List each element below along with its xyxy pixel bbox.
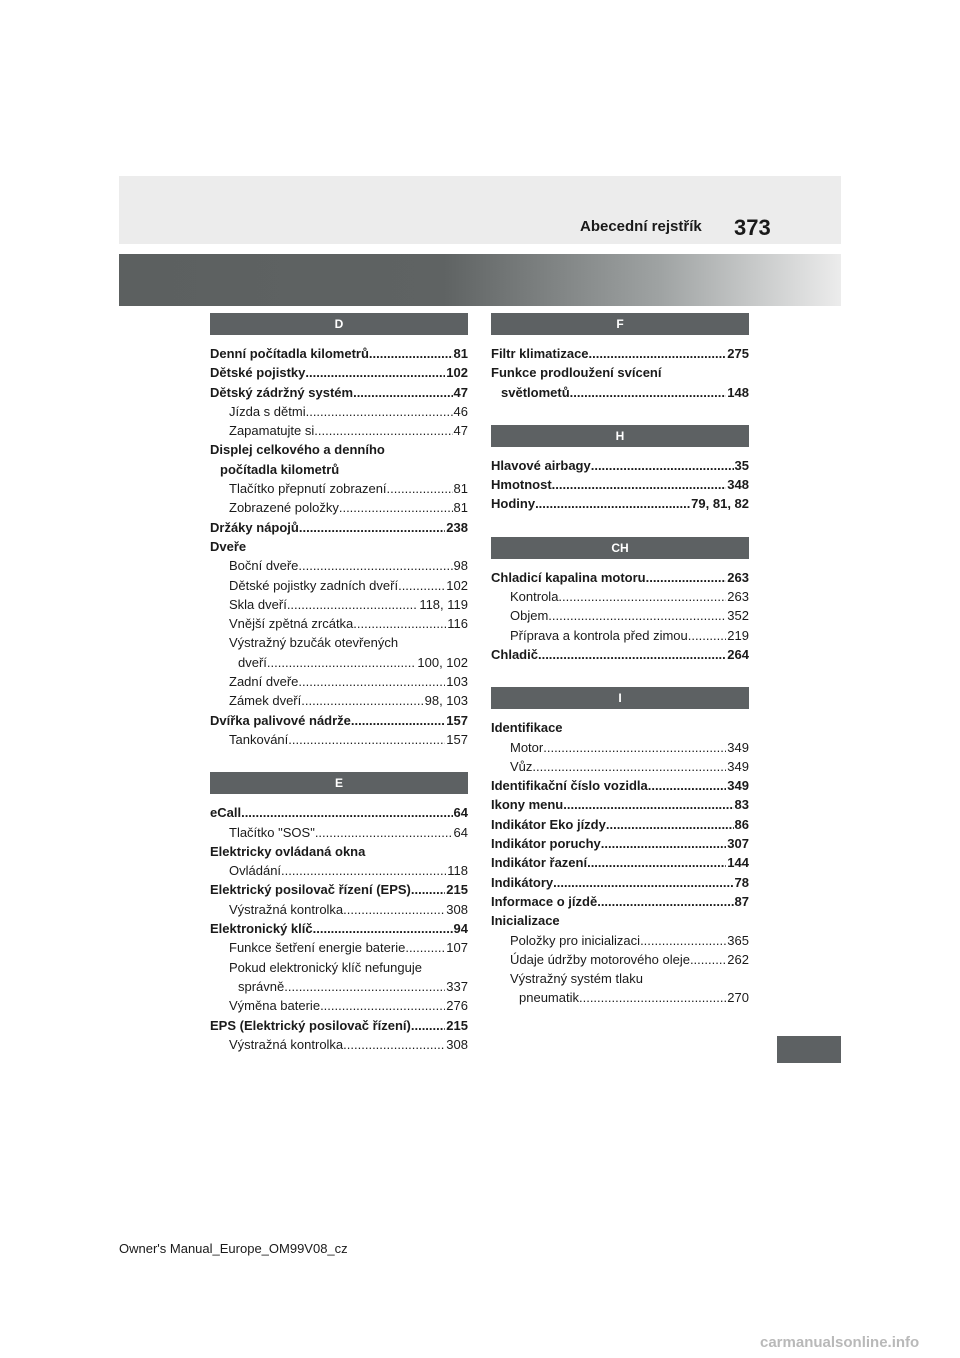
entry-page-ref: 35: [734, 457, 749, 473]
index-entry: [491, 834, 749, 853]
entry-page-ref: 81: [453, 500, 468, 516]
index-section: [491, 313, 749, 402]
index-entry: [210, 730, 468, 749]
entry-page-ref: 270: [727, 990, 749, 1006]
entry-page-ref: 78: [734, 874, 749, 890]
index-entry: [491, 606, 749, 625]
index-entry: [491, 626, 749, 645]
index-entry: [210, 402, 468, 421]
leader-dots: [288, 730, 445, 749]
entry-page-ref: 64: [453, 805, 468, 821]
entry-label: Dětský zádržný systém: [210, 384, 354, 400]
entry-label: Pokud elektronický klíč nefunguje: [229, 959, 422, 975]
entry-label: Hodiny: [491, 496, 536, 512]
leader-dots: [369, 344, 453, 363]
letter-header: F: [491, 313, 749, 335]
leader-dots: [298, 672, 445, 691]
leader-dots: [343, 1035, 445, 1054]
index-entry: [491, 950, 749, 969]
index-column-left: [210, 313, 468, 1077]
entry-label: Objem: [510, 608, 549, 624]
entry-label: Chladič: [491, 646, 538, 662]
index-section: [210, 313, 468, 749]
leader-dots: [411, 880, 445, 899]
entry-page-ref: 307: [727, 836, 749, 852]
index-entry: [491, 587, 749, 606]
leader-dots: [315, 823, 453, 842]
entry-label: Dveře: [210, 538, 247, 554]
index-entry: [210, 518, 468, 537]
index-entry: [210, 556, 468, 575]
page-number: 373: [734, 215, 771, 240]
leader-dots: [597, 892, 733, 911]
index-entry: [210, 919, 468, 938]
entry-label: Inicializace: [491, 913, 560, 929]
entry-label: Informace o jízdě: [491, 893, 598, 909]
entry-label: Indikátor řazení: [491, 855, 588, 871]
entry-page-ref: 103: [446, 674, 468, 690]
index-entry: [210, 653, 468, 672]
entry-label: Identifikační číslo vozidla: [491, 778, 648, 794]
entry-page-ref: 87: [734, 893, 749, 909]
entry-label: Položky pro inicializaci: [510, 932, 641, 948]
leader-dots: [313, 919, 453, 938]
index-entry: [210, 498, 468, 517]
index-entry: [491, 931, 749, 950]
chapter-tab: [777, 1036, 841, 1063]
entry-label: Skla dveří: [229, 596, 287, 612]
index-entry: [491, 383, 749, 402]
letter-header: D: [210, 313, 468, 335]
index-entry: [210, 421, 468, 440]
entry-page-ref: 98: [453, 558, 468, 574]
leader-dots: [281, 861, 446, 880]
index-section: [210, 772, 468, 1054]
index-entry: [210, 938, 468, 957]
entry-page-ref: 81: [453, 481, 468, 497]
entry-page-ref: 83: [734, 797, 749, 813]
index-entry: [210, 633, 468, 652]
entry-page-ref: 276: [446, 998, 468, 1014]
index-entry: [491, 363, 749, 382]
entry-label: Dětské pojistky zadních dveří: [229, 577, 399, 593]
letter-header: I: [491, 687, 749, 709]
leader-dots: [267, 653, 416, 672]
entry-page-ref: 219: [727, 627, 749, 643]
entry-page-ref: 157: [446, 731, 468, 747]
leader-dots: [601, 834, 727, 853]
leader-dots: [298, 556, 452, 575]
leader-dots: [648, 776, 727, 795]
entry-label: Údaje údržby motorového oleje: [510, 951, 690, 967]
index-entry: [491, 757, 749, 776]
entry-page-ref: 157: [446, 712, 468, 728]
entry-page-ref: 118, 119: [419, 596, 468, 612]
entry-page-ref: 64: [453, 824, 468, 840]
decorative-gradient-bar: [119, 254, 841, 306]
entry-label: Displej celkového a denního: [210, 442, 385, 458]
leader-dots: [589, 344, 727, 363]
entry-label: Elektronický klíč: [210, 921, 313, 937]
entry-page-ref: 215: [446, 1017, 468, 1033]
entry-label: Indikátor poruchy: [491, 836, 601, 852]
entry-page-ref: 275: [727, 346, 749, 361]
entry-page-ref: 79, 81, 82: [691, 496, 749, 512]
entry-label: Dětské pojistky: [210, 365, 306, 381]
entry-page-ref: 262: [727, 951, 749, 967]
letter-header: CH: [491, 537, 749, 559]
entry-page-ref: 365: [727, 932, 749, 948]
leader-dots: [606, 815, 734, 834]
entry-page-ref: 94: [453, 921, 468, 937]
leader-dots: [320, 996, 445, 1015]
leader-dots: [640, 931, 726, 950]
letter-header: H: [491, 425, 749, 447]
leader-dots: [688, 626, 727, 645]
entry-label: Držáky nápojů: [210, 519, 299, 535]
entry-page-ref: 118: [447, 863, 468, 879]
entry-label: počítadla kilometrů: [220, 461, 340, 477]
index-entry: [491, 456, 749, 475]
entry-label: Hlavové airbagy: [491, 457, 591, 473]
leader-dots: [538, 645, 726, 664]
index-entry: [210, 537, 468, 556]
entry-page-ref: 337: [446, 978, 468, 994]
entry-label: Výstražná kontrolka: [229, 901, 344, 917]
entry-label: Elektricky ovládaná okna: [210, 843, 366, 859]
index-entry: [210, 842, 468, 861]
index-entry: [210, 823, 468, 842]
index-entry: [210, 595, 468, 614]
entry-label: Zadní dveře: [229, 674, 299, 690]
leader-dots: [241, 803, 452, 822]
entry-label: Funkce prodloužení svícení: [491, 365, 662, 381]
index-entry: [210, 460, 468, 479]
index-entry: [210, 614, 468, 633]
leader-dots: [405, 938, 445, 957]
index-entry: [491, 738, 749, 757]
entry-page-ref: 308: [446, 1036, 468, 1052]
index-entry: [491, 892, 749, 911]
index-entry: [491, 718, 749, 737]
entry-label: Filtr klimatizace: [491, 346, 589, 361]
entry-label: Vnější zpětná zrcátka: [229, 616, 354, 632]
entry-label: Kontrola: [510, 589, 559, 605]
index-entry: [210, 880, 468, 899]
index-entry: [210, 479, 468, 498]
entry-page-ref: 46: [453, 403, 468, 419]
leader-dots: [411, 1016, 445, 1035]
index-entry: [491, 988, 749, 1007]
index-entry: [491, 853, 749, 872]
entry-page-ref: 352: [727, 608, 749, 624]
index-section: [491, 537, 749, 664]
entry-label: Hmotnost: [491, 477, 552, 493]
footer-manual-id: Owner's Manual_Europe_OM99V08_cz: [119, 1241, 348, 1256]
entry-page-ref: 81: [453, 346, 468, 361]
leader-dots: [646, 568, 727, 587]
entry-page-ref: 144: [727, 855, 749, 871]
header-band: [119, 176, 841, 244]
entry-label: správně: [238, 978, 285, 994]
entry-label: Identifikace: [491, 720, 563, 736]
leader-dots: [306, 402, 453, 421]
index-entry: [210, 977, 468, 996]
leader-dots: [591, 456, 734, 475]
entry-label: Tankování: [229, 731, 289, 747]
leader-dots: [563, 795, 733, 814]
entry-label: Motor: [510, 739, 544, 755]
index-entry: [210, 861, 468, 880]
entry-label: Ovládání: [229, 863, 282, 879]
leader-dots: [299, 518, 445, 537]
leader-dots: [690, 950, 726, 969]
entry-label: Příprava a kontrola před zimou: [510, 627, 688, 643]
index-entry: [491, 568, 749, 587]
leader-dots: [558, 587, 726, 606]
entry-label: dveří: [238, 654, 267, 670]
index-entry: [210, 672, 468, 691]
entry-label: Tlačítko "SOS": [229, 824, 315, 840]
index-entry: [491, 645, 749, 664]
index-entry: [210, 363, 468, 382]
entry-label: Boční dveře: [229, 558, 299, 574]
index-entry: [210, 900, 468, 919]
entry-label: Denní počítadla kilometrů: [210, 346, 369, 361]
watermark: carmanualsonline.info: [760, 1334, 920, 1351]
entry-page-ref: 308: [446, 901, 468, 917]
section-title: Abecední rejstřík: [580, 218, 702, 235]
index-entry: [210, 996, 468, 1015]
entry-page-ref: 148: [727, 384, 749, 400]
entry-label: Indikátor Eko jízdy: [491, 816, 606, 832]
index-entry: [210, 383, 468, 402]
index-entry: [491, 969, 749, 988]
entry-page-ref: 215: [446, 882, 468, 898]
index-entry: [491, 795, 749, 814]
entry-label: Jízda s dětmi: [229, 403, 306, 419]
entry-label: Tlačítko přepnutí zobrazení: [229, 481, 387, 497]
leader-dots: [552, 475, 727, 494]
index-entry: [210, 440, 468, 459]
index-entry: [210, 576, 468, 595]
leader-dots: [284, 977, 445, 996]
index-entry: [210, 803, 468, 822]
entry-page-ref: 116: [447, 616, 468, 632]
entry-label: Výměna baterie: [229, 998, 321, 1014]
index-entry: [210, 344, 468, 363]
index-entry: [491, 344, 749, 363]
index-entry: [491, 815, 749, 834]
index-entry: [210, 1016, 468, 1035]
leader-dots: [532, 757, 726, 776]
entry-label: světlometů: [501, 384, 570, 400]
entry-label: Indikátory: [491, 874, 554, 890]
entry-page-ref: 263: [727, 569, 749, 585]
entry-page-ref: 107: [446, 940, 468, 956]
entry-label: Výstražný bzučák otevřených: [229, 635, 399, 651]
entry-page-ref: 98, 103: [424, 693, 468, 709]
leader-dots: [353, 383, 452, 402]
entry-label: Zobrazené položky: [229, 500, 339, 516]
index-column-right: [491, 313, 749, 1031]
letter-header: E: [210, 772, 468, 794]
leader-dots: [579, 988, 726, 1007]
leader-dots: [548, 606, 726, 625]
entry-page-ref: 102: [446, 365, 468, 381]
index-entry: [210, 691, 468, 710]
index-entry: [491, 494, 749, 513]
entry-page-ref: 349: [727, 778, 749, 794]
index-entry: [491, 873, 749, 892]
leader-dots: [287, 595, 419, 614]
entry-label: pneumatik: [519, 990, 579, 1006]
entry-label: Chladicí kapalina motoru: [491, 569, 646, 585]
entry-page-ref: 86: [734, 816, 749, 832]
index-section: [491, 687, 749, 1007]
leader-dots: [301, 691, 423, 710]
entry-page-ref: 349: [727, 739, 749, 755]
entry-label: Ikony menu: [491, 797, 564, 813]
index-entry: [210, 711, 468, 730]
leader-dots: [543, 738, 726, 757]
entry-label: Výstražná kontrolka: [229, 1036, 344, 1052]
entry-label: Zapamatujte si: [229, 423, 315, 439]
entry-page-ref: 100, 102: [417, 654, 468, 670]
leader-dots: [305, 363, 445, 382]
index-entry: [491, 911, 749, 930]
entry-page-ref: 264: [727, 646, 749, 662]
entry-label: Zámek dveří: [229, 693, 302, 709]
leader-dots: [570, 383, 727, 402]
entry-page-ref: 238: [446, 519, 468, 535]
entry-label: Elektrický posilovač řízení (EPS): [210, 882, 411, 898]
index-section: [491, 425, 749, 514]
leader-dots: [314, 421, 452, 440]
index-entry: [491, 475, 749, 494]
leader-dots: [398, 576, 445, 595]
leader-dots: [343, 900, 445, 919]
entry-label: Výstražný systém tlaku: [510, 971, 643, 987]
entry-page-ref: 348: [727, 477, 749, 493]
entry-page-ref: 47: [453, 384, 468, 400]
leader-dots: [387, 479, 453, 498]
leader-dots: [587, 853, 726, 872]
leader-dots: [351, 711, 445, 730]
entry-page-ref: 263: [727, 589, 749, 605]
entry-label: Funkce šetření energie baterie: [229, 940, 406, 956]
entry-label: eCall: [210, 805, 242, 821]
entry-label: EPS (Elektrický posilovač řízení): [210, 1017, 411, 1033]
leader-dots: [553, 873, 733, 892]
index-entry: [210, 958, 468, 977]
entry-page-ref: 102: [446, 577, 468, 593]
entry-label: Dvířka palivové nádrže: [210, 712, 351, 728]
entry-label: Vůz: [510, 758, 533, 774]
entry-page-ref: 349: [727, 758, 749, 774]
index-entry: [491, 776, 749, 795]
leader-dots: [535, 494, 690, 513]
index-entry: [210, 1035, 468, 1054]
leader-dots: [339, 498, 453, 517]
leader-dots: [353, 614, 446, 633]
entry-page-ref: 47: [453, 423, 468, 439]
